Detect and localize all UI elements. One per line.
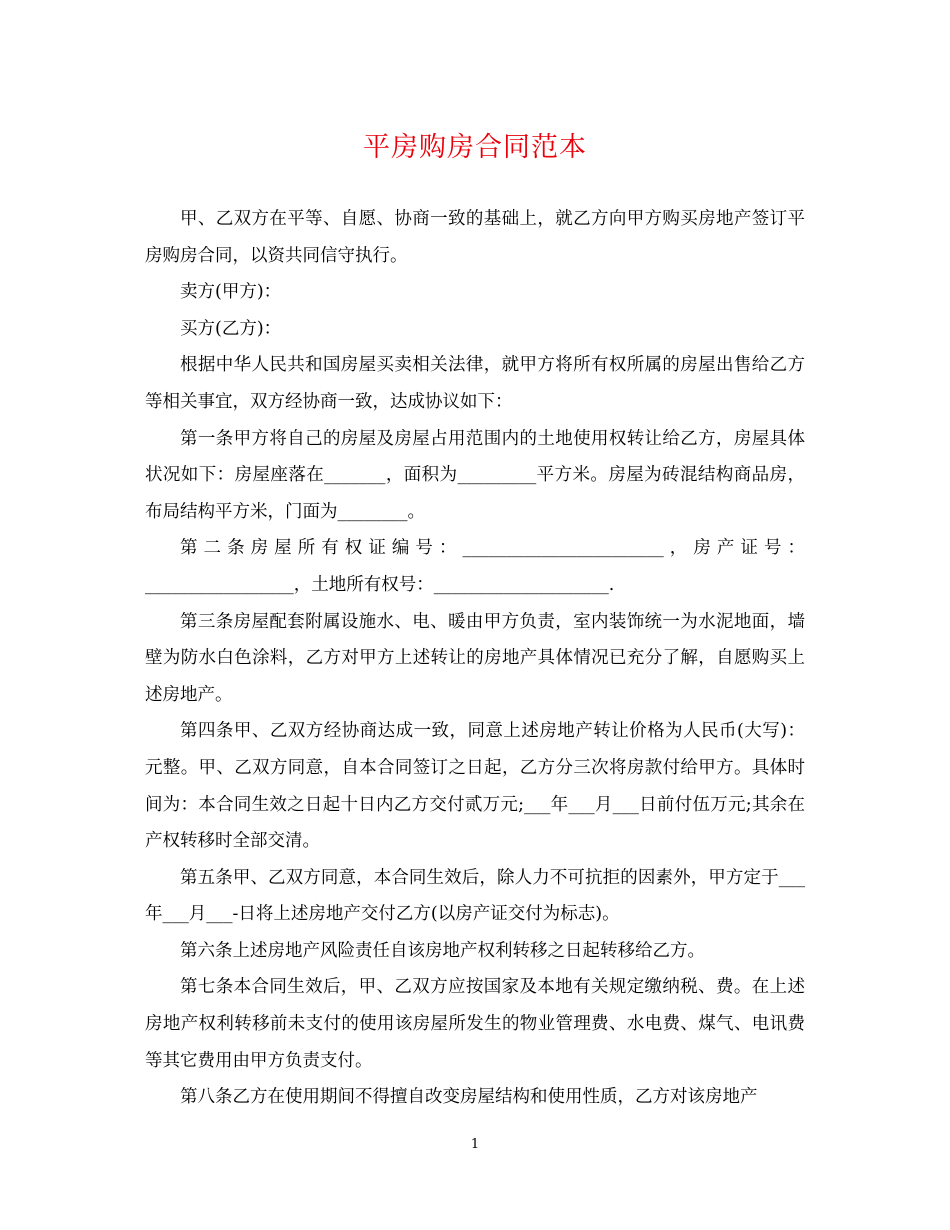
document-title: 平房购房合同范本: [363, 132, 587, 163]
paragraph-seller: 卖方(甲方)：: [180, 282, 282, 303]
document-body: [145, 201, 805, 1116]
paragraph-agreement: 根据中华人民共和国房屋买卖相关法律，就甲方将所有权所属的房屋出售给乙方等相关事宜，双方经协商一致，达成协议如下：: [145, 355, 805, 412]
page-number: 1: [470, 1137, 480, 1152]
paragraph-intro: 甲、乙双方在平等、自愿、协商一致的基础上，就乙方向甲方购买房地产签订平房购房合同，以资共同信守执行。: [145, 209, 805, 266]
paragraph-article-5: 第五条甲、乙双方同意，本合同生效后，除人力不可抗拒的因素外，甲方定于___年___月___-日将上述房地产交付乙方(以房产证交付为标志)。: [145, 867, 805, 925]
paragraph-article-3: 第三条房屋配套附属设施水、电、暖由甲方负责，室内装饰统一为水泥地面，墙壁为防水白色涂料，乙方对甲方上述转让的房地产具体情况已充分了解，自愿购买上述房地产。: [145, 611, 805, 705]
paragraph-article-4: 第四条甲、乙双方经协商达成一致，同意上述房地产转让价格为人民币(大写)：元整。甲、乙双方同意，自本合同签订之日起，乙方分三次将房款付给甲方。具体时间为：本合同生效之日起十日内乙方交付贰万元;___年___月___日前付伍万元;其余在产权转移时全部交清。: [145, 721, 805, 852]
paragraph-article-1: 第一条甲方将自己的房屋及房屋占用范围内的土地使用权转让给乙方，房屋具体状况如下：房屋座落在_______，面积为_________平方米。房屋为砖混结构商品房，布局结构平方米，门面为________。: [145, 428, 805, 522]
paragraph-article-7: 第七条本合同生效后，甲、乙双方应按国家及本地有关规定缴纳税、费。在上述房地产权利转移前未支付的使用该房屋所发生的物业管理费、水电费、煤气、电讯费等其它费用由甲方负责支付。: [145, 977, 805, 1071]
paragraph-article-8: 第八条乙方在使用期间不得擅自改变房屋结构和使用性质，乙方对该房地产: [180, 1087, 758, 1108]
paragraph-article-2: 第二条房屋所有权证编号：_______________________，房产证号：_________________，土地所有权号：____________________.: [145, 538, 805, 595]
paragraph-buyer: 买方(乙方)：: [180, 318, 282, 339]
paragraph-article-6: 第六条上述房地产风险责任自该房地产权利转移之日起转移给乙方。: [180, 940, 705, 961]
